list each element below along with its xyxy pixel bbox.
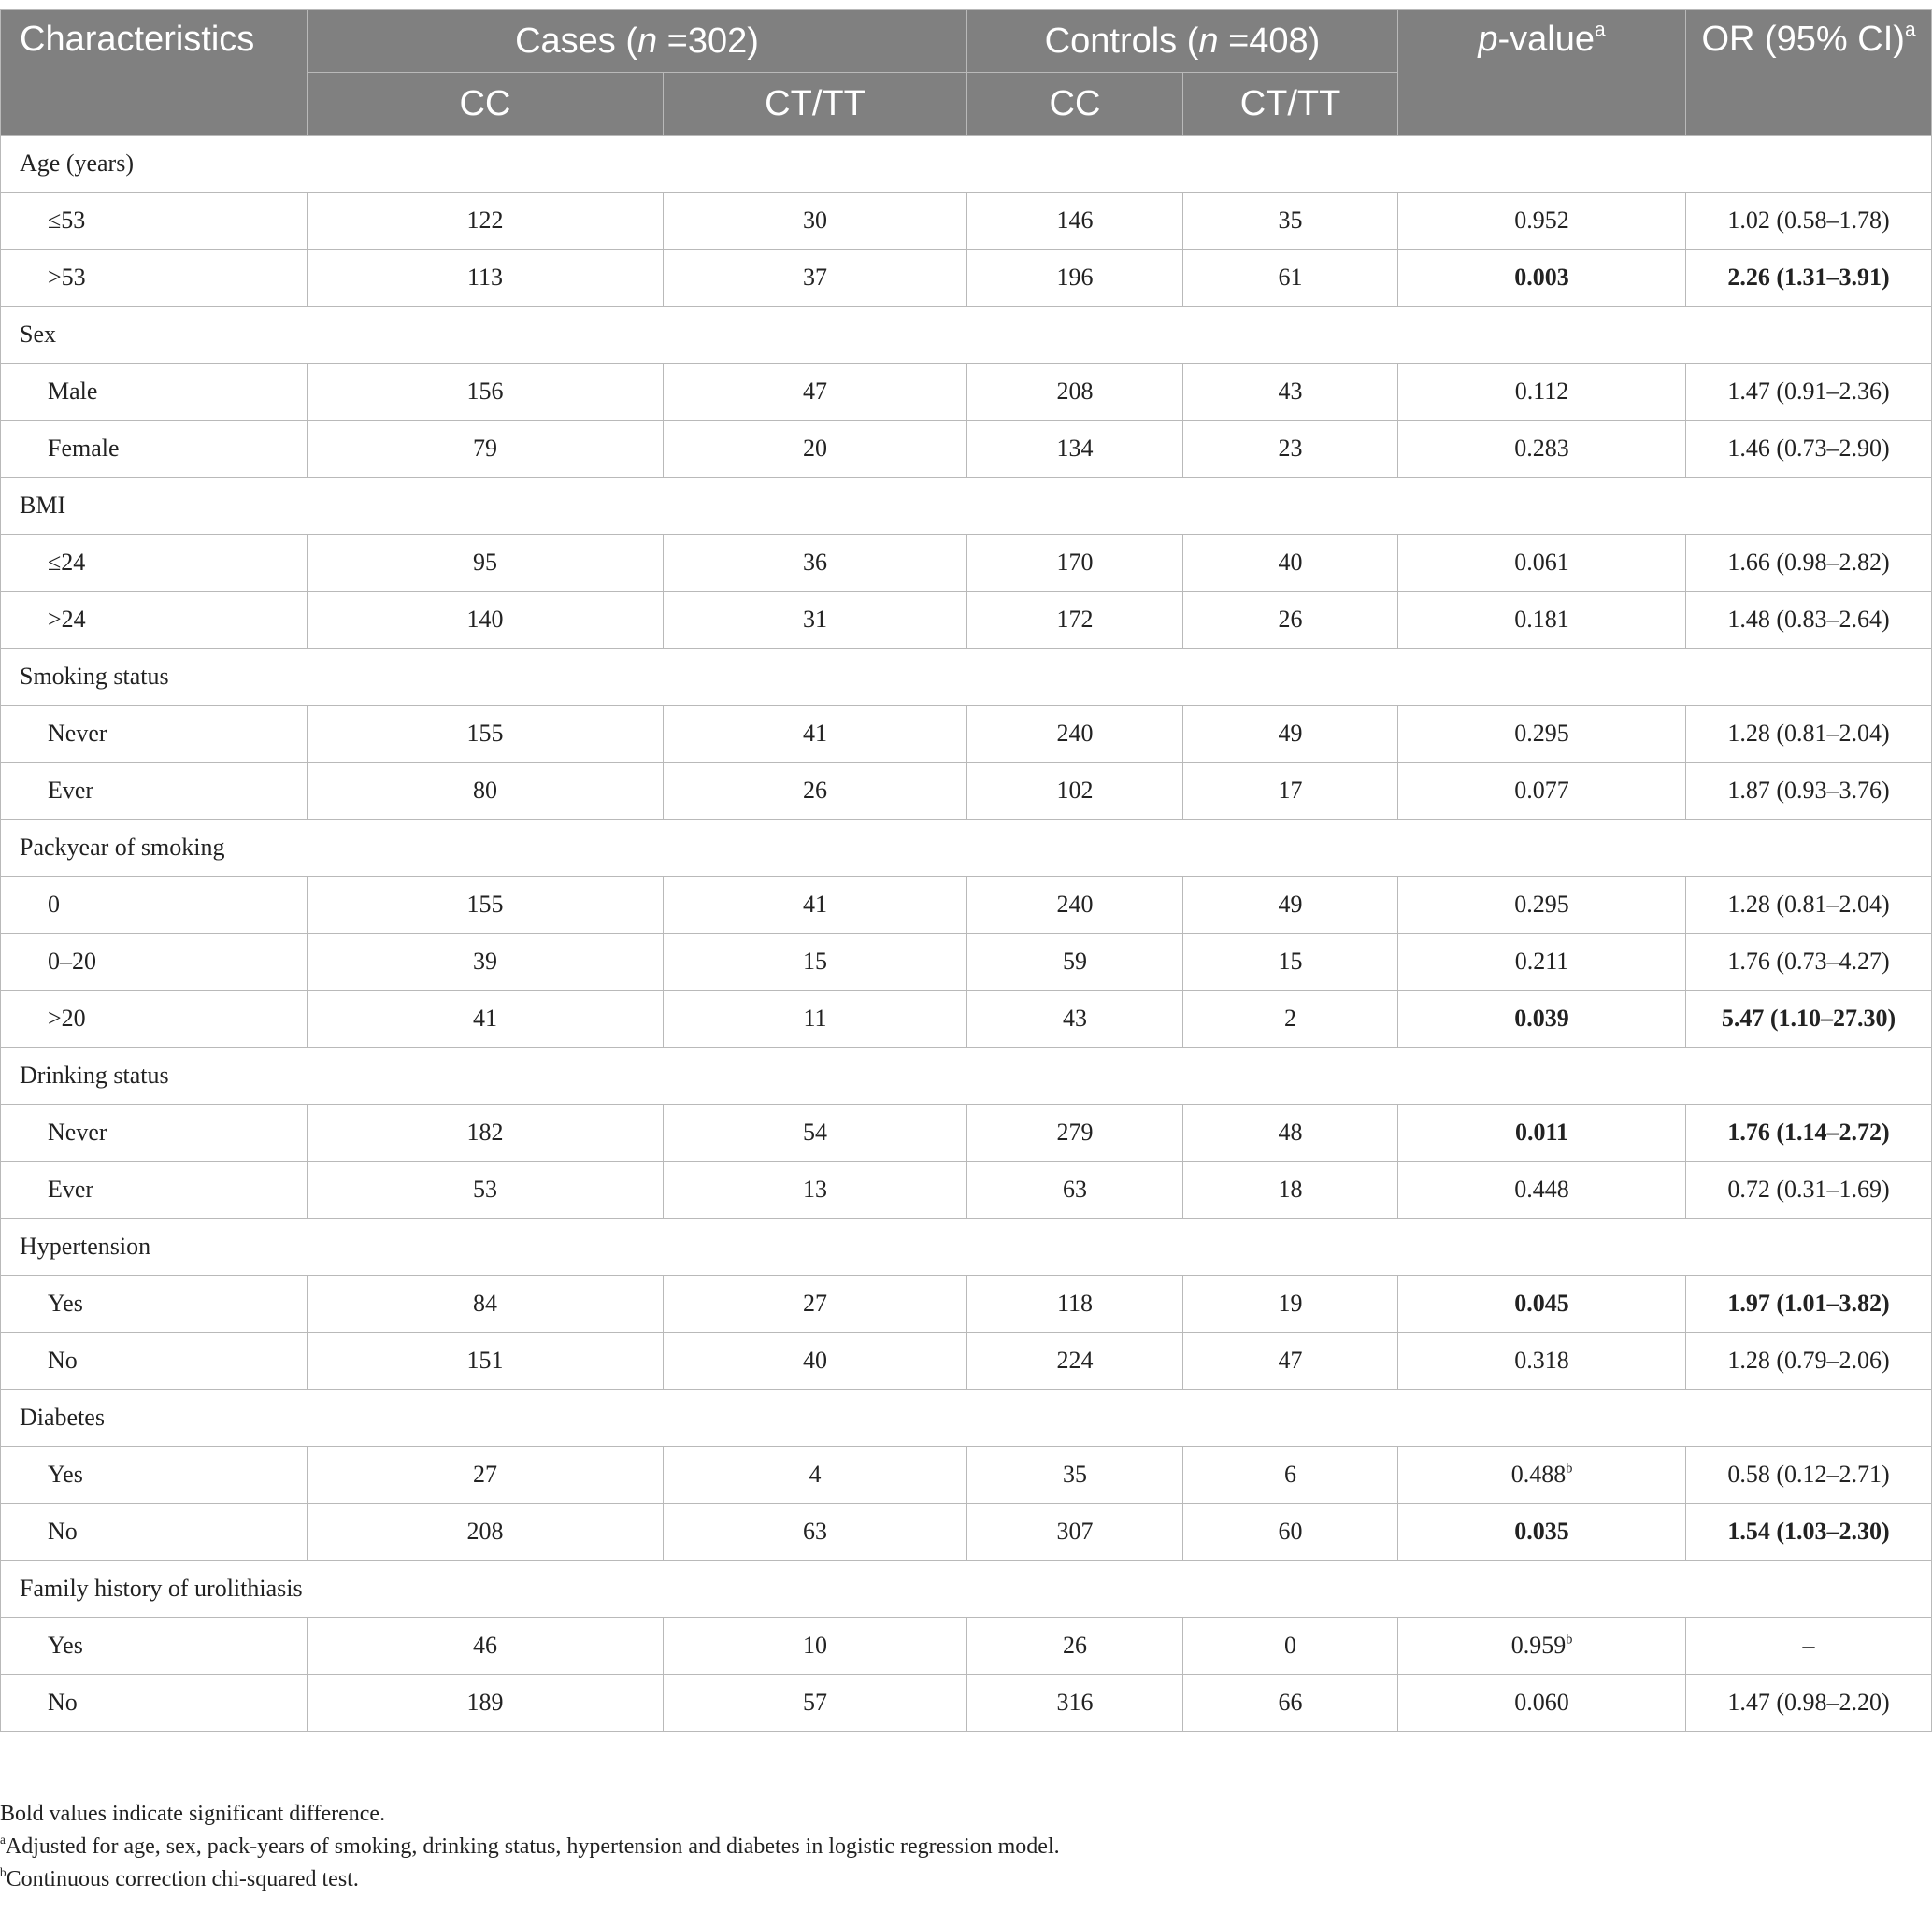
cases-cc-cell: 53 bbox=[308, 1162, 664, 1219]
group-title: Age (years) bbox=[1, 136, 1932, 193]
or-ci-cell: 1.47 (0.98–2.20) bbox=[1686, 1675, 1932, 1732]
table-row bbox=[1, 1675, 1932, 1732]
row-label: Female bbox=[1, 421, 308, 478]
cases-cc-cell: 79 bbox=[308, 421, 664, 478]
cases-ct-tt-cell: 4 bbox=[664, 1447, 967, 1504]
controls-cc-cell: 134 bbox=[967, 421, 1183, 478]
p-value: 0.488 bbox=[1510, 1461, 1567, 1488]
or-ci-cell: 1.28 (0.81–2.04) bbox=[1686, 706, 1932, 763]
table-row bbox=[1, 250, 1932, 307]
cases-ct-tt-cell: 36 bbox=[664, 535, 967, 592]
cases-cc-cell: 208 bbox=[308, 1504, 664, 1561]
table-row bbox=[1, 991, 1932, 1048]
row-label: Yes bbox=[1, 1618, 308, 1675]
controls-cc-cell: 59 bbox=[967, 934, 1183, 991]
p-value: 0.318 bbox=[1514, 1347, 1569, 1374]
header-cases-cc: CC bbox=[308, 73, 664, 136]
cases-ct-tt-cell: 11 bbox=[664, 991, 967, 1048]
or-ci-cell: 1.28 (0.81–2.04) bbox=[1686, 877, 1932, 934]
footnote-b-mark: b bbox=[0, 1865, 7, 1880]
group-row bbox=[1, 1048, 1932, 1105]
p-value-cell bbox=[1398, 934, 1686, 991]
controls-cc-cell: 146 bbox=[967, 193, 1183, 250]
p-value-cell bbox=[1398, 364, 1686, 421]
p-value-cell bbox=[1398, 1675, 1686, 1732]
p-value-cell bbox=[1398, 1504, 1686, 1561]
controls-ct-tt-cell: 2 bbox=[1183, 991, 1398, 1048]
footnote-b bbox=[0, 1863, 1932, 1896]
group-title: Family history of urolithiasis bbox=[1, 1561, 1932, 1618]
p-value: 0.283 bbox=[1514, 435, 1569, 462]
footnote-a-text: Adjusted for age, sex, pack-years of smoking, drinking status, hypertension and diabetes in logistic regression model. bbox=[5, 1834, 1060, 1859]
p-value: 0.003 bbox=[1514, 264, 1569, 291]
controls-ct-tt-cell: 0 bbox=[1183, 1618, 1398, 1675]
p-value-cell bbox=[1398, 421, 1686, 478]
cases-ct-tt-cell: 40 bbox=[664, 1333, 967, 1390]
cases-n: n bbox=[637, 21, 658, 61]
or-ci-cell: 1.47 (0.91–2.36) bbox=[1686, 364, 1932, 421]
controls-ct-tt-cell: 6 bbox=[1183, 1447, 1398, 1504]
header-cases-ct-tt: CT/TT bbox=[664, 73, 967, 136]
or-ci-cell: 1.02 (0.58–1.78) bbox=[1686, 193, 1932, 250]
p-value-cell bbox=[1398, 763, 1686, 820]
controls-cc-cell: 307 bbox=[967, 1504, 1183, 1561]
p-value-cell bbox=[1398, 1618, 1686, 1675]
controls-cc-cell: 102 bbox=[967, 763, 1183, 820]
cases-cc-cell: 156 bbox=[308, 364, 664, 421]
group-title: Sex bbox=[1, 307, 1932, 364]
cases-cc-cell: 27 bbox=[308, 1447, 664, 1504]
cases-ct-tt-cell: 37 bbox=[664, 250, 967, 307]
table-row bbox=[1, 934, 1932, 991]
controls-ct-tt-cell: 61 bbox=[1183, 250, 1398, 307]
or-ci-cell: 1.97 (1.01–3.82) bbox=[1686, 1276, 1932, 1333]
table-row bbox=[1, 877, 1932, 934]
p-value-footnote-mark: b bbox=[1566, 1461, 1573, 1477]
cases-cc-cell: 41 bbox=[308, 991, 664, 1048]
cases-cc-cell: 113 bbox=[308, 250, 664, 307]
table-body bbox=[1, 136, 1932, 1732]
p-value-cell bbox=[1398, 535, 1686, 592]
row-label: Ever bbox=[1, 763, 308, 820]
controls-ct-tt-cell: 40 bbox=[1183, 535, 1398, 592]
or-ci-cell: 1.46 (0.73–2.90) bbox=[1686, 421, 1932, 478]
cases-ct-tt-cell: 47 bbox=[664, 364, 967, 421]
group-row bbox=[1, 478, 1932, 535]
group-row bbox=[1, 307, 1932, 364]
or-ci-cell: 0.58 (0.12–2.71) bbox=[1686, 1447, 1932, 1504]
p-value-cell bbox=[1398, 877, 1686, 934]
cases-label: Cases ( bbox=[515, 21, 637, 61]
table-row bbox=[1, 1105, 1932, 1162]
table-row bbox=[1, 364, 1932, 421]
footnote-b-text: Continuous correction chi-squared test. bbox=[6, 1867, 359, 1891]
controls-cc-cell: 240 bbox=[967, 706, 1183, 763]
row-label: Yes bbox=[1, 1447, 308, 1504]
controls-ct-tt-cell: 15 bbox=[1183, 934, 1398, 991]
p-value-cell bbox=[1398, 592, 1686, 649]
or-ci-cell: 1.28 (0.79–2.06) bbox=[1686, 1333, 1932, 1390]
table-row bbox=[1, 763, 1932, 820]
group-row bbox=[1, 1561, 1932, 1618]
or-label: OR (95% CI) bbox=[1701, 20, 1905, 59]
controls-n-value: =408) bbox=[1218, 21, 1321, 61]
row-label: Ever bbox=[1, 1162, 308, 1219]
group-row bbox=[1, 1219, 1932, 1276]
table-row bbox=[1, 193, 1932, 250]
cases-cc-cell: 95 bbox=[308, 535, 664, 592]
cases-ct-tt-cell: 41 bbox=[664, 706, 967, 763]
pvalue-rest: -value bbox=[1497, 20, 1596, 59]
p-value-cell bbox=[1398, 991, 1686, 1048]
controls-ct-tt-cell: 35 bbox=[1183, 193, 1398, 250]
footnote-a bbox=[0, 1831, 1932, 1863]
controls-ct-tt-cell: 66 bbox=[1183, 1675, 1398, 1732]
row-label: >24 bbox=[1, 592, 308, 649]
p-value: 0.112 bbox=[1514, 378, 1569, 405]
bold-values-note: Bold values indicate significant difference. bbox=[0, 1802, 386, 1826]
controls-cc-cell: 208 bbox=[967, 364, 1183, 421]
p-value: 0.211 bbox=[1514, 948, 1569, 975]
cases-ct-tt-cell: 57 bbox=[664, 1675, 967, 1732]
table-row bbox=[1, 535, 1932, 592]
controls-ct-tt-cell: 17 bbox=[1183, 763, 1398, 820]
controls-cc-cell: 172 bbox=[967, 592, 1183, 649]
p-value-footnote-mark: b bbox=[1566, 1632, 1573, 1648]
controls-cc-cell: 118 bbox=[967, 1276, 1183, 1333]
or-ci-cell: 1.76 (1.14–2.72) bbox=[1686, 1105, 1932, 1162]
p-value-cell bbox=[1398, 1447, 1686, 1504]
group-title: Diabetes bbox=[1, 1390, 1932, 1447]
or-ci-cell: 2.26 (1.31–3.91) bbox=[1686, 250, 1932, 307]
controls-ct-tt-cell: 49 bbox=[1183, 706, 1398, 763]
controls-ct-tt-cell: 19 bbox=[1183, 1276, 1398, 1333]
row-label: >53 bbox=[1, 250, 308, 307]
controls-ct-tt-cell: 48 bbox=[1183, 1105, 1398, 1162]
p-value: 0.035 bbox=[1514, 1518, 1569, 1545]
pvalue-p: p bbox=[1478, 20, 1498, 59]
cases-ct-tt-cell: 27 bbox=[664, 1276, 967, 1333]
table-row bbox=[1, 1333, 1932, 1390]
p-value-cell bbox=[1398, 1276, 1686, 1333]
p-value: 0.295 bbox=[1514, 720, 1569, 747]
controls-cc-cell: 224 bbox=[967, 1333, 1183, 1390]
group-row bbox=[1, 649, 1932, 706]
cases-cc-cell: 46 bbox=[308, 1618, 664, 1675]
row-label: No bbox=[1, 1675, 308, 1732]
controls-cc-cell: 196 bbox=[967, 250, 1183, 307]
row-label: No bbox=[1, 1333, 308, 1390]
cases-ct-tt-cell: 13 bbox=[664, 1162, 967, 1219]
footnote-a-mark: a bbox=[0, 1833, 6, 1848]
controls-cc-cell: 240 bbox=[967, 877, 1183, 934]
controls-ct-tt-cell: 47 bbox=[1183, 1333, 1398, 1390]
cases-cc-cell: 84 bbox=[308, 1276, 664, 1333]
cases-ct-tt-cell: 54 bbox=[664, 1105, 967, 1162]
cases-cc-cell: 189 bbox=[308, 1675, 664, 1732]
header-controls-cc: CC bbox=[967, 73, 1183, 136]
controls-cc-cell: 26 bbox=[967, 1618, 1183, 1675]
p-value-cell bbox=[1398, 1333, 1686, 1390]
table-row bbox=[1, 1162, 1932, 1219]
group-title: BMI bbox=[1, 478, 1932, 535]
p-value: 0.011 bbox=[1514, 1119, 1569, 1146]
table-row bbox=[1, 592, 1932, 649]
p-value: 0.959 bbox=[1510, 1632, 1567, 1659]
group-title: Packyear of smoking bbox=[1, 820, 1932, 877]
or-ci-cell: 5.47 (1.10–27.30) bbox=[1686, 991, 1932, 1048]
controls-cc-cell: 43 bbox=[967, 991, 1183, 1048]
table-footnotes bbox=[0, 1798, 1932, 1896]
group-title: Hypertension bbox=[1, 1219, 1932, 1276]
header-cases bbox=[308, 10, 967, 73]
row-label: >20 bbox=[1, 991, 308, 1048]
table-header bbox=[1, 10, 1932, 136]
group-title: Smoking status bbox=[1, 649, 1932, 706]
table-row bbox=[1, 706, 1932, 763]
row-label: Yes bbox=[1, 1276, 308, 1333]
pvalue-footnote-mark: a bbox=[1595, 19, 1606, 41]
cases-ct-tt-cell: 26 bbox=[664, 763, 967, 820]
cases-n-value: =302) bbox=[657, 21, 759, 61]
or-ci-cell: 1.48 (0.83–2.64) bbox=[1686, 592, 1932, 649]
controls-ct-tt-cell: 49 bbox=[1183, 877, 1398, 934]
controls-cc-cell: 35 bbox=[967, 1447, 1183, 1504]
or-ci-cell: 0.72 (0.31–1.69) bbox=[1686, 1162, 1932, 1219]
controls-cc-cell: 63 bbox=[967, 1162, 1183, 1219]
header-characteristics: Characteristics bbox=[1, 10, 308, 136]
or-ci-cell: 1.76 (0.73–4.27) bbox=[1686, 934, 1932, 991]
p-value-cell bbox=[1398, 1105, 1686, 1162]
controls-n: n bbox=[1198, 21, 1219, 61]
p-value: 0.039 bbox=[1514, 1005, 1569, 1032]
row-label: Male bbox=[1, 364, 308, 421]
cases-cc-cell: 140 bbox=[308, 592, 664, 649]
row-label: Never bbox=[1, 1105, 308, 1162]
controls-ct-tt-cell: 43 bbox=[1183, 364, 1398, 421]
header-controls bbox=[967, 10, 1398, 73]
or-footnote-mark: a bbox=[1904, 19, 1916, 41]
table-row bbox=[1, 1447, 1932, 1504]
cases-ct-tt-cell: 63 bbox=[664, 1504, 967, 1561]
p-value-cell bbox=[1398, 193, 1686, 250]
group-row bbox=[1, 1390, 1932, 1447]
controls-cc-cell: 316 bbox=[967, 1675, 1183, 1732]
p-value: 0.045 bbox=[1514, 1290, 1569, 1317]
or-ci-cell: 1.87 (0.93–3.76) bbox=[1686, 763, 1932, 820]
cases-cc-cell: 122 bbox=[308, 193, 664, 250]
controls-cc-cell: 279 bbox=[967, 1105, 1183, 1162]
or-ci-cell: 1.54 (1.03–2.30) bbox=[1686, 1504, 1932, 1561]
controls-ct-tt-cell: 60 bbox=[1183, 1504, 1398, 1561]
row-label: No bbox=[1, 1504, 308, 1561]
controls-cc-cell: 170 bbox=[967, 535, 1183, 592]
cases-cc-cell: 151 bbox=[308, 1333, 664, 1390]
header-or bbox=[1686, 10, 1932, 136]
p-value: 0.448 bbox=[1514, 1176, 1569, 1203]
controls-ct-tt-cell: 18 bbox=[1183, 1162, 1398, 1219]
row-label: ≤53 bbox=[1, 193, 308, 250]
cases-cc-cell: 182 bbox=[308, 1105, 664, 1162]
cases-cc-cell: 39 bbox=[308, 934, 664, 991]
header-pvalue bbox=[1398, 10, 1686, 136]
cases-ct-tt-cell: 41 bbox=[664, 877, 967, 934]
p-value-cell bbox=[1398, 250, 1686, 307]
cases-ct-tt-cell: 10 bbox=[664, 1618, 967, 1675]
table-row bbox=[1, 1504, 1932, 1561]
header-controls-ct-tt: CT/TT bbox=[1183, 73, 1398, 136]
table-row bbox=[1, 1618, 1932, 1675]
controls-ct-tt-cell: 23 bbox=[1183, 421, 1398, 478]
p-value: 0.077 bbox=[1514, 777, 1569, 804]
characteristics-table bbox=[0, 9, 1932, 1732]
group-row bbox=[1, 136, 1932, 193]
controls-ct-tt-cell: 26 bbox=[1183, 592, 1398, 649]
cases-ct-tt-cell: 31 bbox=[664, 592, 967, 649]
group-title: Drinking status bbox=[1, 1048, 1932, 1105]
p-value: 0.181 bbox=[1514, 606, 1569, 633]
p-value: 0.952 bbox=[1514, 207, 1569, 234]
row-label: Never bbox=[1, 706, 308, 763]
group-row bbox=[1, 820, 1932, 877]
cases-cc-cell: 155 bbox=[308, 706, 664, 763]
row-label: ≤24 bbox=[1, 535, 308, 592]
table-row bbox=[1, 421, 1932, 478]
or-ci-cell: – bbox=[1686, 1618, 1932, 1675]
or-ci-cell: 1.66 (0.98–2.82) bbox=[1686, 535, 1932, 592]
cases-cc-cell: 155 bbox=[308, 877, 664, 934]
cases-ct-tt-cell: 15 bbox=[664, 934, 967, 991]
p-value: 0.295 bbox=[1514, 891, 1569, 918]
p-value: 0.060 bbox=[1514, 1689, 1569, 1716]
row-label: 0–20 bbox=[1, 934, 308, 991]
controls-label: Controls ( bbox=[1044, 21, 1199, 61]
p-value-cell bbox=[1398, 1162, 1686, 1219]
cases-cc-cell: 80 bbox=[308, 763, 664, 820]
cases-ct-tt-cell: 20 bbox=[664, 421, 967, 478]
table-row bbox=[1, 1276, 1932, 1333]
row-label: 0 bbox=[1, 877, 308, 934]
cases-ct-tt-cell: 30 bbox=[664, 193, 967, 250]
p-value-cell bbox=[1398, 706, 1686, 763]
p-value: 0.061 bbox=[1514, 549, 1569, 576]
